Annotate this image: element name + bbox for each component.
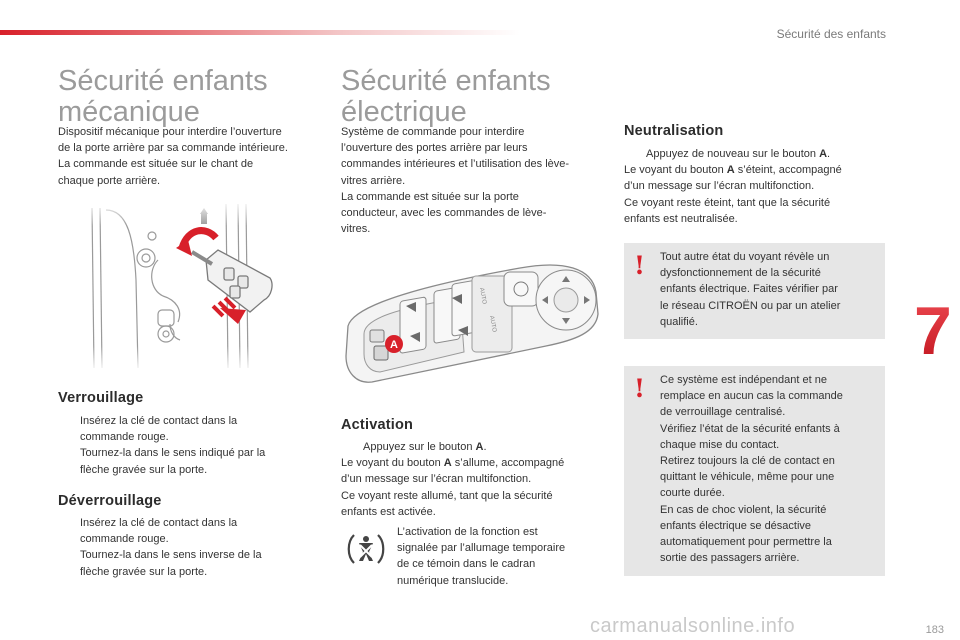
chapter-number <box>904 296 960 360</box>
list-item: Insérez la clé de contact dans la commande rouge. <box>80 415 238 444</box>
intro-mechanical: Dispositif mécanique pour interdire l’ouverture de la porte arrière par sa commande intérieure. La commande est située sur le chant de chaque porte arrière. <box>58 126 288 187</box>
list-item: Appuyez sur le bouton A. <box>363 441 487 453</box>
warning-box-independent-system: ! Ce système est indépendant et ne remplace en aucun cas la commande de verrouillage centralisé. Vérifiez l’état de la sécurité enfants à chaque mise du contact. Retirez toujours la clé de contact en quittant le véhicule, même pour une courte durée. En cas de choc violent, la sécurité enfants électrique se désactive automatiquement pour permettre la sortie des passagers arrière. <box>624 366 885 576</box>
window-switch-panel-illustration <box>340 244 605 394</box>
warning-icon: ! <box>634 374 645 403</box>
list-item: Tournez-la dans le sens inverse de la flèche gravée sur la porte. <box>80 549 262 578</box>
list-item: Tournez-la dans le sens indiqué par la flèche gravée sur la porte. <box>80 447 266 476</box>
list-item: Appuyez de nouveau sur le bouton A. <box>646 148 831 160</box>
title-electric: Sécurité enfants électrique <box>341 65 551 128</box>
svg-text:7: 7 <box>914 296 952 360</box>
unlocking-steps <box>58 515 328 580</box>
neutralisation-body: Appuyez de nouveau sur le bouton A. Le voyant du bouton A s’éteint, accompagné d’un message sur l’écran multifonction. Ce voyant reste éteint, tant que la sécurité enfants est neutralisée. <box>624 146 886 227</box>
watermark-text: carmanualsonline.info <box>590 615 796 637</box>
callout-a-label: A <box>390 339 398 351</box>
svg-text:AUTO: AUTO <box>488 315 497 333</box>
list-item: Insérez la clé de contact dans la commande rouge. <box>80 517 238 546</box>
heading-neutralisation: Neutralisation <box>624 123 724 139</box>
heading-locking: Verrouillage <box>58 390 144 406</box>
heading-unlocking: Déverrouillage <box>58 493 162 509</box>
activation-body: Appuyez sur le bouton A. Le voyant du bouton A s’allume, accompagné d’un message sur l’écran multifonction. Ce voyant reste allumé, tant que la sécurité enfants est activée. <box>341 439 606 520</box>
child-lock-indicator-icon <box>347 532 385 566</box>
warning-box-malfunction: ! Tout autre état du voyant révèle un dysfonctionnement de la sécurité enfants électrique. Faites vérifier par le réseau CITROËN ou par un atelier qualifié. <box>624 243 885 339</box>
section-header: Sécurité des enfants <box>776 27 886 41</box>
indicator-note: L’activation de la fonction est signalée par l’allumage temporaire de ce témoin dans le cadran numérique translucide. <box>397 526 566 587</box>
intro-electric: Système de commande pour interdire l’ouverture des portes arrière par leurs commandes intérieures et l’utilisation des lève- vitres arrière. La commande est située sur la porte conducteur, avec les commandes de lève- vitres. <box>341 126 570 236</box>
warning-icon: ! <box>634 251 645 280</box>
heading-activation: Activation <box>341 417 414 433</box>
door-edge-key-illustration <box>88 200 274 372</box>
page-number: 183 <box>925 624 944 636</box>
locking-steps <box>58 413 328 478</box>
header-accent-bar <box>0 30 520 35</box>
svg-text:AUTO: AUTO <box>478 287 487 305</box>
title-mechanical: Sécurité enfants mécanique <box>58 65 268 128</box>
